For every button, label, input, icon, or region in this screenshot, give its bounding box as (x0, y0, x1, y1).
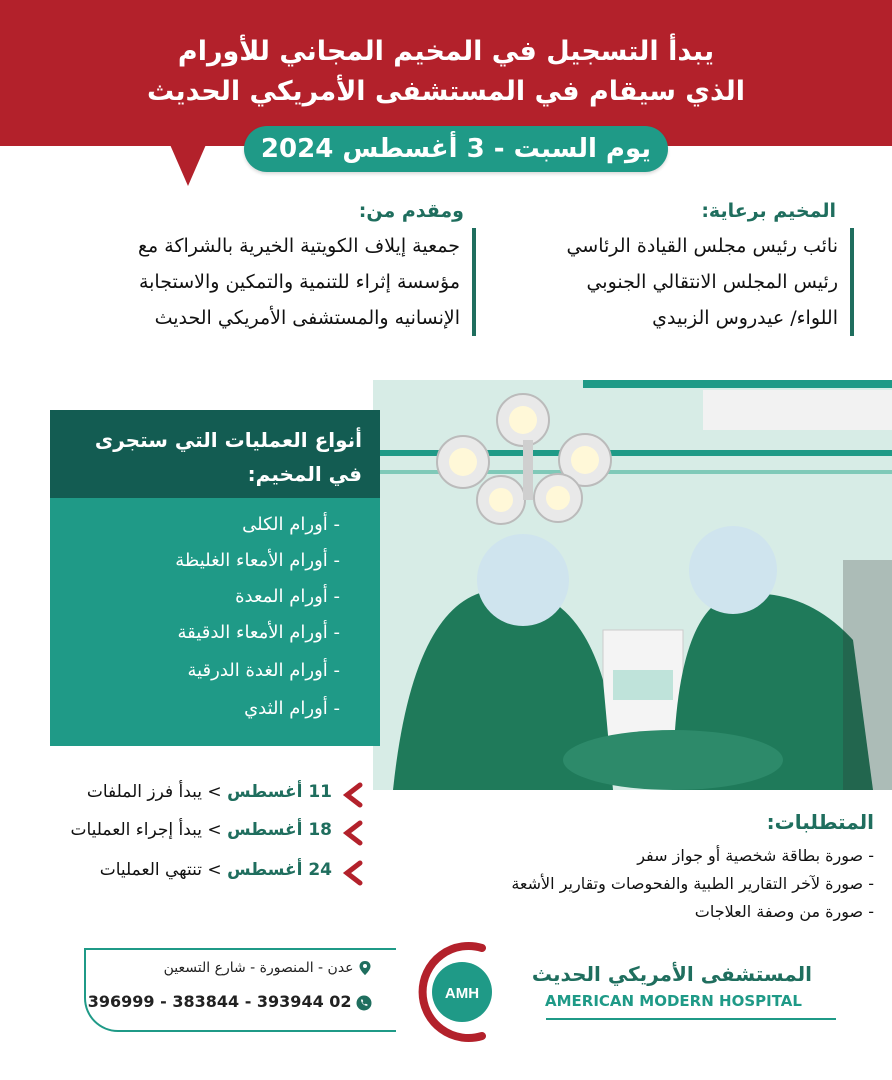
patronage-line-2: رئيس المجلس الانتقالي الجنوبي (586, 271, 838, 293)
phone-row (88, 992, 372, 1011)
operation-item-6: - أورام الثدي (244, 698, 340, 719)
schedule-desc-1: يبدأ فرز الملفات (86, 782, 203, 802)
banner-notch (168, 140, 208, 186)
operation-item-1: - أورام الكلى (242, 514, 340, 535)
header-banner (0, 0, 892, 146)
schedule-row-1 (20, 778, 380, 812)
operations-title-line-1: أنواع العمليات التي ستجرى (94, 428, 362, 452)
operations-title-line-2: في المخيم: (247, 462, 362, 486)
hospital-name-underline (546, 1018, 836, 1020)
chevron-left-icon (340, 820, 366, 846)
requirement-item-1: - صورة بطاقة شخصية أو جواز سفر (637, 846, 874, 865)
patronage-body (508, 228, 854, 336)
schedule-text-1 (87, 782, 332, 802)
schedule-date-1: 11 أغسطس (227, 782, 332, 802)
schedule-date-3: 24 أغسطس (227, 860, 332, 880)
patronage-line-3: اللواء/ عيدروس الزبيدي (652, 307, 838, 329)
requirement-item-3: - صورة من وصفة العلاجات (694, 902, 874, 921)
presented-line-3: الإنسانيه والمستشفى الأمريكي الحديث (154, 307, 460, 329)
date-pill: يوم السبت - 3 أغسطس 2024 (244, 126, 668, 172)
chevron-left-icon (340, 782, 366, 808)
schedule-sep-2: > (207, 820, 222, 840)
chevron-left-icon (340, 860, 366, 886)
requirement-item-2: - صورة لآخر التقارير الطبية والفحوصات وتقارير الأشعة (511, 874, 874, 893)
contact-box (84, 948, 396, 1032)
surgery-illustration (373, 380, 892, 790)
patronage-title: المخيم برعاية: (701, 200, 836, 222)
requirements-title: المتطلبات: (766, 810, 874, 834)
header-line-1: يبدأ التسجيل في المخيم المجاني للأورام (177, 36, 715, 67)
schedule-sep-1: > (207, 782, 222, 802)
hospital-name-ar: المستشفى الأمريكي الحديث (531, 962, 812, 986)
phone-icon (356, 995, 372, 1011)
hospital-name-en: AMERICAN MODERN HOSPITAL (545, 992, 802, 1010)
phone-numbers: 02 393944 - 383844 - 396999 (87, 992, 352, 1011)
address-row (164, 960, 372, 976)
schedule-text-2 (70, 820, 332, 840)
operations-header (50, 410, 380, 498)
operation-item-5: - أورام الغدة الدرقية (187, 660, 340, 681)
schedule-desc-3: تنتهي العمليات (99, 860, 203, 880)
location-pin-icon (358, 960, 372, 976)
schedule-row-2 (20, 816, 380, 850)
logo-text: AMH (444, 985, 480, 1002)
patronage-line-1: نائب رئيس مجلس القيادة الرئاسي (566, 235, 838, 257)
presented-body (24, 228, 476, 336)
presented-title: ومقدم من: (358, 200, 464, 222)
operation-item-4: - أورام الأمعاء الدقيقة (177, 622, 340, 643)
schedule-text-3 (100, 860, 332, 880)
operation-item-3: - أورام المعدة (235, 586, 340, 607)
hospital-logo (412, 940, 504, 1044)
presented-line-2: مؤسسة إثراء للتنمية والتمكين والاستجابة (138, 271, 460, 293)
schedule-date-2: 18 أغسطس (227, 820, 332, 840)
presented-line-1: جمعية إيلاف الكويتية الخيرية بالشراكة مع (137, 235, 460, 257)
schedule-desc-2: يبدأ إجراء العمليات (70, 820, 203, 840)
operation-item-2: - أورام الأمعاء الغليظة (175, 550, 340, 571)
header-line-2: الذي سيقام في المستشفى الأمريكي الحديث (146, 76, 746, 107)
address-text: عدن - المنصورة - شارع التسعين (163, 960, 354, 976)
surgery-photo (373, 380, 892, 790)
schedule-row-3 (20, 856, 380, 890)
schedule-sep-3: > (207, 860, 222, 880)
